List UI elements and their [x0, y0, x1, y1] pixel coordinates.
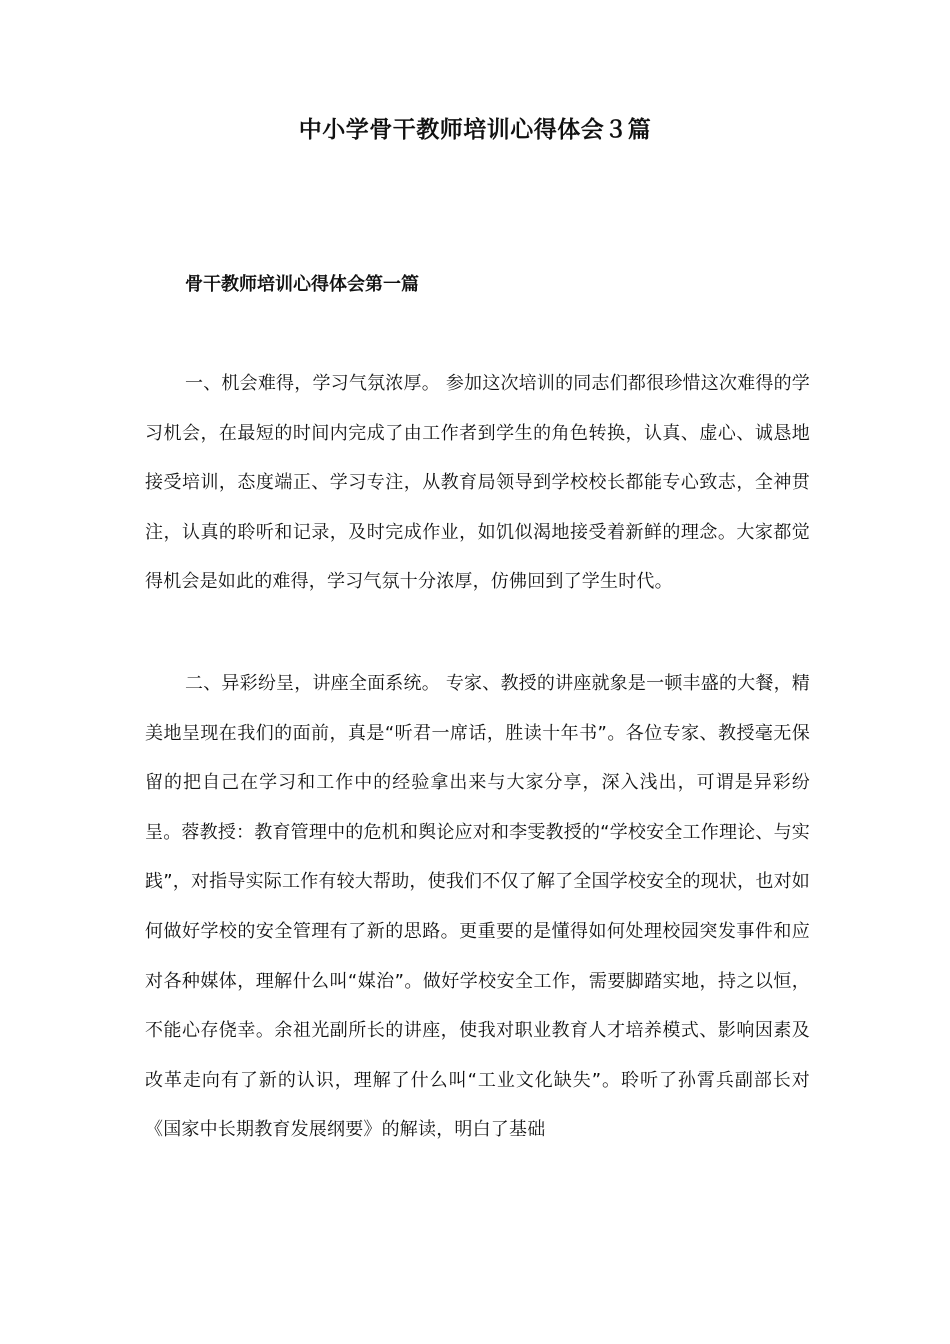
section-heading: 骨干教师培训心得体会第一篇	[185, 274, 419, 295]
body-paragraph-1: 一、机会难得，学习气氛浓厚。 参加这次培训的同志们都很珍惜这次难得的学习机会，在最短的时间内完成了由工作者到学生的角色转换，认真、虚心、诚恳地接受培训，态度端正、学习专注，从教育局领导到学校校长都能专心致志，全神贯注，认真的聆听和记录，及时完成作业，如饥似渴地接受着新鲜的理念。大家都觉得机会是如此的难得，学习气氛十分浓厚，仿佛回到了学生时代。	[145, 373, 810, 593]
body-paragraph-2: 二、异彩纷呈，讲座全面系统。 专家、教授的讲座就象是一顿丰盛的大餐，精美地呈现在我们的面前，真是“听君一席话，胜读十年书”。各位专家、教授毫无保留的把自己在学习和工作中的经验拿出来与大家分享，深入浅出，可谓是异彩纷呈。蓉教授：教育管理中的危机和舆论应对和李雯教授的“学校安全工作理论、与实践”，对指导实际工作有较大帮助，使我们不仅了解了全国学校安全的现状，也对如何做好学校的安全管理有了新的思路。更重要的是懂得如何处理校园突发事件和应对各种媒体，理解什么叫“媒治”。做好学校安全工作，需要脚踏实地，持之以恒，不能心存侥幸。余祖光副所长的讲座，使我对职业教育人才培养模式、影响因素及改革走向有了新的认识，理解了什么叫“工业文化缺失”。聆听了孙霄兵副部长对《国家中长期教育发展纲要》的解读，明白了基础	[145, 673, 810, 1141]
document-title: 中小学骨干教师培训心得体会３篇	[298, 117, 652, 143]
